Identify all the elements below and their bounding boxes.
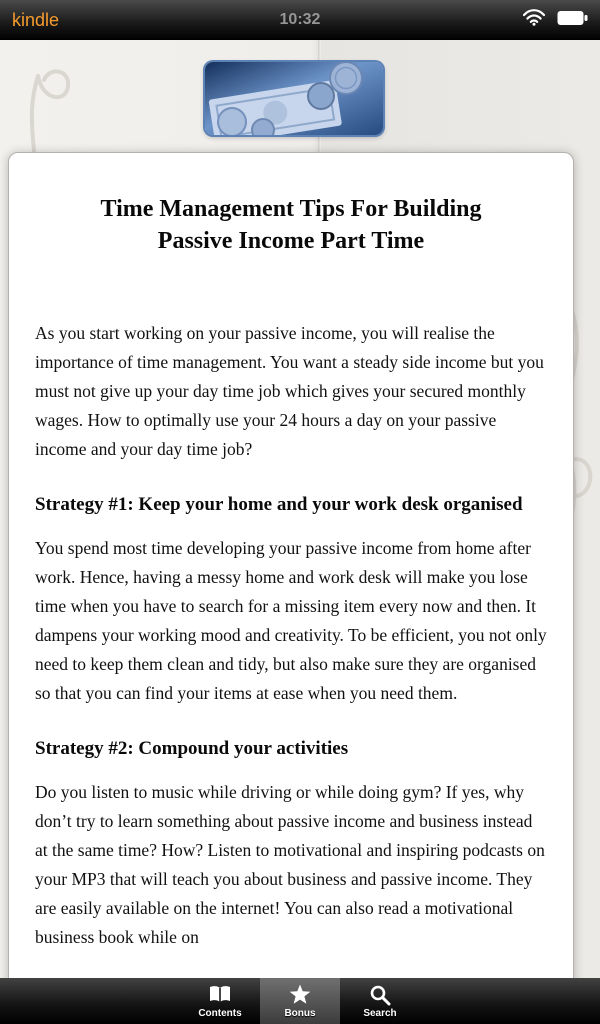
kindle-logo: kindle — [12, 9, 60, 30]
article-paragraph: Do you listen to music while driving or while doing gym? If yes, why don’t try to learn something about passive income and business instead at the same time? How? Listen to motivational and inspiring podcasts on your MP3 that will teach you about business and passive income. They are easily available on the internet! You can also read a motivational business book while on — [35, 782, 545, 947]
reading-page-card[interactable] — [8, 152, 574, 1024]
tab-search-label: Search — [363, 1007, 397, 1019]
status-bar — [0, 0, 600, 40]
article-paragraph: You spend most time developing your passive income from home after work. Hence, having a messy home and work desk will make you lose time when you have to search for a missing item every now and then. It dampens your working mood and creativity. To be efficient, you not only need to keep them clean and tidy, but also make sure they are organised so that you can find your items at ease when you need them. — [35, 538, 547, 703]
tab-contents-label: Contents — [198, 1007, 242, 1019]
page-title: Time Management Tips For Building Passive Income Part Time — [100, 196, 482, 254]
tab-contents[interactable] — [180, 978, 260, 1024]
tab-bonus-label: Bonus — [284, 1007, 316, 1019]
strategy-1-heading: Strategy #1: Keep your home and your work desk organised — [35, 494, 523, 515]
wifi-icon — [523, 9, 545, 31]
status-time: 10:32 — [279, 11, 321, 28]
contents-icon — [208, 984, 232, 1006]
tab-bonus[interactable] — [260, 978, 340, 1024]
search-icon — [369, 984, 391, 1006]
bottom-tab-bar — [0, 978, 600, 1024]
tab-search[interactable] — [340, 978, 420, 1024]
strategy-2-heading: Strategy #2: Compound your activities — [35, 738, 349, 759]
article-paragraph: As you start working on your passive income, you will realise the importance of time management. You want a steady side income but you must not give up your day time job which gives your secured monthly wages. How to optimally use your 24 hours a day on your passive income and your day time job? — [35, 323, 544, 459]
status-icons — [523, 9, 588, 31]
money-photo — [205, 62, 383, 135]
battery-icon — [557, 10, 588, 31]
bonus-icon — [289, 984, 311, 1006]
